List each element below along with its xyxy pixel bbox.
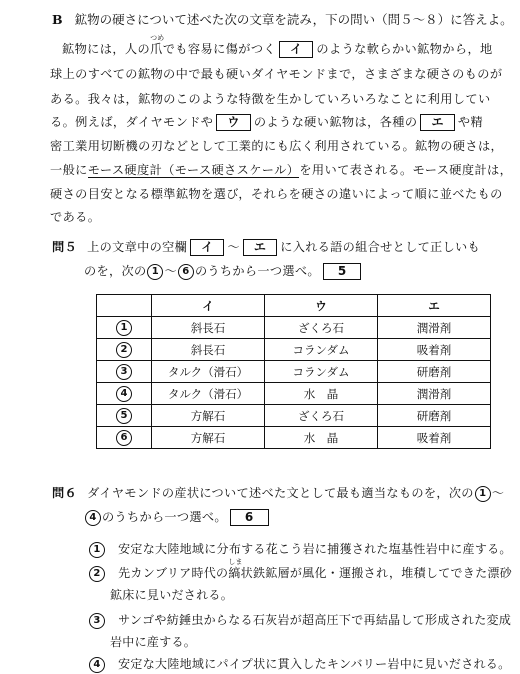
option-text: 安定な大陸地域にパイプ状に貫入したキンバリー岩中に見いだされる。 [118,657,511,671]
choice-marker-4: 4 [85,510,101,526]
ruby-stripe: しま 縞 [228,558,243,580]
choice-number: 2 [116,342,132,358]
q5-blank-e: エ [243,239,277,256]
choice-marker-1: 1 [147,264,163,280]
passage-line-4: る。例えば，ダイヤモンドや ウ のような硬い鉱物は，各種の エ や精 [50,115,484,129]
table-row[interactable] [97,427,491,449]
cell-e: 潤滑剤 [378,317,491,339]
q6-option-2-cont: 鉱床に見いだされる。 [110,588,234,602]
table-row[interactable] [97,383,491,405]
option-number: 3 [89,613,105,629]
cell-u: 水 晶 [265,383,378,405]
passage-line-7: 硬さの目安となる標準鉱物を選び，それらを硬さの違いによって順に並べたもの [50,187,503,201]
table-header-row [97,295,491,317]
cell-i: 方解石 [152,405,265,427]
q5-number: 問５ [52,240,77,254]
underlined-term: モース硬度計（モース硬さスケール） [87,163,300,177]
cell-e: 潤滑剤 [378,383,491,405]
blank-box-e: エ [420,114,454,131]
q5-line-2: のを，次の 1 ～ 6 のうちから一つ選べ。 5 [84,262,364,280]
passage-line-2: 球上のすべての鉱物の中で最も硬いダイヤモンドまで，さまざまな硬さのものが [50,67,503,81]
table-header-blank [97,295,152,317]
q6-number: 問６ [52,486,77,500]
passage-line-6: 一般にモース硬度計（モース硬さスケール）を用いて表される。モース硬度計は， [50,163,513,177]
cell-u: コランダム [265,339,378,361]
cell-i: タルク（滑石） [152,361,265,383]
table-header-u: ウ [265,295,378,317]
cell-e: 吸着剤 [378,339,491,361]
cell-i: 斜長石 [152,339,265,361]
cell-i: 方解石 [152,427,265,449]
q5-choice-table [96,294,491,449]
section-instruction: 鉱物の硬さについて述べた次の文章を読み，下の問い（問５～８）に答えよ。 [74,12,513,27]
q6-line-2: 4 のうちから一つ選べ。 6 [84,508,272,526]
option-number: 2 [89,566,105,582]
q5-line-1: 問５ 上の文章中の空欄 イ ～ エ に入れる語の組合せとして正しいも [52,240,481,254]
table-header-e: エ [378,295,491,317]
cell-e: 研磨剤 [378,361,491,383]
choice-number: 3 [116,364,132,380]
choice-number: 4 [116,386,132,402]
q5-answer-box[interactable]: 5 [323,263,362,280]
passage-line-8: である。 [50,210,101,224]
table-row[interactable] [97,361,491,383]
q6-option-2[interactable]: 2 先カンブリア時代の しま 縞状鉄鉱層が風化・運搬され，堆積してできた漂砂 [88,564,512,582]
q6-option-3[interactable]: 3 サンゴや紡錘虫からなる石灰岩が超高圧下で再結晶して形成された変成 [88,611,511,629]
passage-line-3: ある。我々は，鉱物のこのような特徴を生かしていろいろなことに利用してい [50,92,491,106]
option-text: 安定な大陸地域に分布する花こう岩に捕獲された塩基性岩中に産する。 [118,542,512,556]
table-row[interactable] [97,405,491,427]
q6-line-1: 問６ ダイヤモンドの産状について述べた文として最も適当なものを，次の 1 ～ [52,486,505,500]
cell-u: 水 晶 [265,427,378,449]
cell-e: 吸着剤 [378,427,491,449]
cell-i: タルク（滑石） [152,383,265,405]
table-header-i: イ [152,295,265,317]
cell-u: ざくろ石 [265,317,378,339]
choice-number: 1 [116,320,132,336]
section-label: B [52,12,63,27]
cell-i: 斜長石 [152,317,265,339]
passage-line-5: 密工業用切断機の刃などとして工業的にも広く利用されている。鉱物の硬さは， [50,139,504,153]
choice-number: 6 [116,430,132,446]
choice-marker-6: 6 [178,264,194,280]
section-header [52,10,513,28]
q6-option-3-cont: 岩中に産する。 [110,635,197,649]
cell-u: コランダム [265,361,378,383]
q5-blank-i: イ [190,239,224,256]
q6-option-1[interactable] [88,540,512,558]
cell-u: ざくろ石 [265,405,378,427]
q6-answer-box[interactable]: 6 [230,509,269,526]
ruby-nail: つめ 爪 [150,34,165,56]
q6-option-4[interactable] [88,655,510,673]
cell-e: 研磨剤 [378,405,491,427]
table-row[interactable] [97,339,491,361]
option-number: 4 [89,657,105,673]
table-row[interactable] [97,317,491,339]
blank-box-u: ウ [216,114,250,131]
choice-marker-1: 1 [475,486,491,502]
passage-line-1: 鉱物には，人の つめ 爪でも容易に傷がつく イ のような軟らかい鉱物から，地 [62,34,493,56]
blank-box-i: イ [279,41,313,58]
option-number: 1 [89,542,105,558]
choice-number: 5 [116,408,132,424]
